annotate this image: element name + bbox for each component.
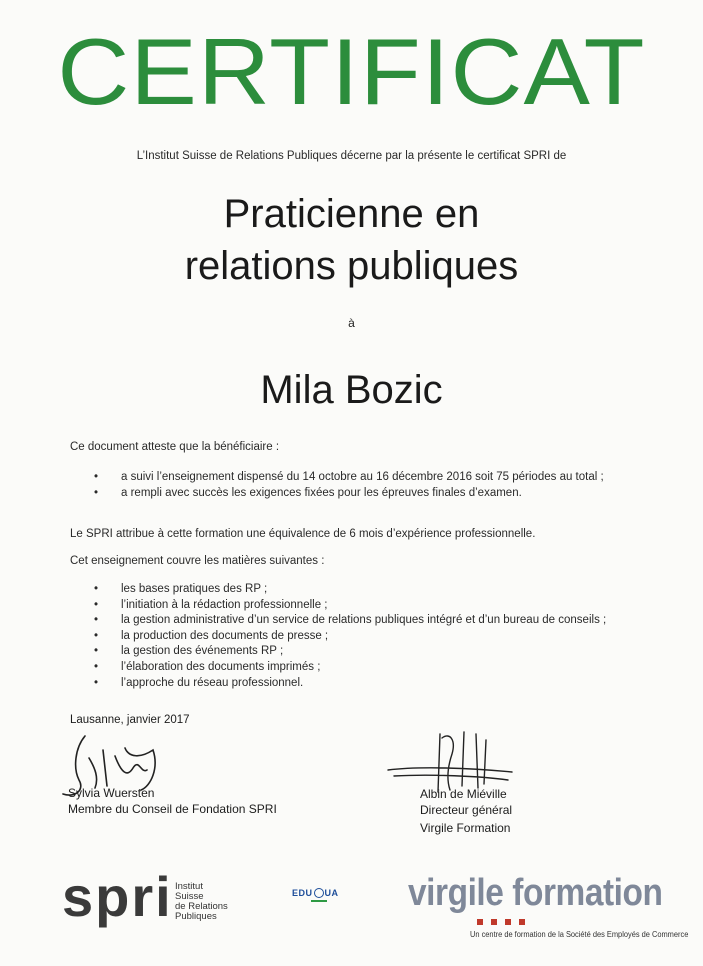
signatory-left: [68, 786, 277, 817]
bullet-icon: •: [94, 629, 99, 642]
certificate-title: CERTIFICAT: [57, 19, 646, 124]
list-item: • l’approche du réseau professionnel.: [94, 676, 606, 692]
degree-title: [0, 188, 703, 292]
virgile-tagline: Un centre de formation de la Société des Employés de Commerce: [470, 930, 689, 939]
attest-list: [94, 470, 604, 501]
virgile-squares-icon: [477, 912, 533, 930]
spri-wordmark: spri: [62, 865, 173, 928]
to-word: à: [348, 316, 355, 330]
degree-line-1: Praticienne en: [223, 192, 480, 236]
signatory-right-name: Albin de Miéville: [420, 787, 507, 801]
bullet-icon: •: [94, 676, 99, 689]
signatory-right: [420, 787, 512, 837]
degree-line-2: relations publiques: [184, 244, 519, 288]
list-item: • la production des documents de presse ;: [94, 629, 606, 645]
list-item: • la gestion des événements RP ;: [94, 644, 606, 660]
bullet-icon: •: [94, 660, 99, 673]
bullet-icon: •: [94, 471, 99, 483]
list-item: • la gestion administrative d’un service de relations publiques intégré et d’un bureau de conseils ;: [94, 613, 606, 629]
intro-text: L’Institut Suisse de Relations Publiques décerne par la présente le certificat SPRI de: [136, 150, 567, 162]
spri-logo-text: Institut Suisse de Relations Publiques: [175, 881, 228, 922]
bullet-icon: •: [94, 598, 99, 611]
subjects-list: [94, 582, 606, 691]
place-date: Lausanne, janvier 2017: [70, 714, 190, 726]
list-item: • a suivi l’enseignement dispensé du 14 octobre au 16 décembre 2016 soit 75 périodes au total ;: [94, 470, 604, 486]
spri-logo: [62, 865, 262, 930]
signatory-right-org: Virgile Formation: [420, 821, 511, 835]
equivalence-text: Le SPRI attribue à cette formation une équivalence de 6 mois d’expérience professionnelle.: [70, 528, 536, 540]
list-item: • l’élaboration des documents imprimés ;: [94, 660, 606, 676]
eduqua-q-icon: [314, 888, 324, 898]
eduqua-logo: EDU UA: [292, 888, 339, 898]
attest-intro: Ce document atteste que la bénéficiaire :: [70, 441, 280, 453]
list-item: • les bases pratiques des RP ;: [94, 582, 606, 598]
bullet-icon: •: [94, 614, 99, 627]
recipient-name: Mila Bozic: [260, 368, 443, 412]
subjects-intro: Cet enseignement couvre les matières suivantes :: [70, 555, 325, 567]
bullet-icon: •: [94, 645, 99, 658]
virgile-logo: virgile formation: [408, 872, 663, 914]
bullet-icon: •: [94, 583, 99, 595]
list-item: • l’initiation à la rédaction professionnelle ;: [94, 598, 606, 614]
signatory-left-name: Sylvia Wuersten: [68, 786, 155, 800]
list-item: • a rempli avec succès les exigences fixées pour les épreuves finales d’examen.: [94, 486, 604, 502]
signatory-left-role: Membre du Conseil de Fondation SPRI: [68, 801, 277, 816]
signatory-right-role: Directeur général: [420, 803, 513, 817]
bullet-icon: •: [94, 486, 99, 499]
